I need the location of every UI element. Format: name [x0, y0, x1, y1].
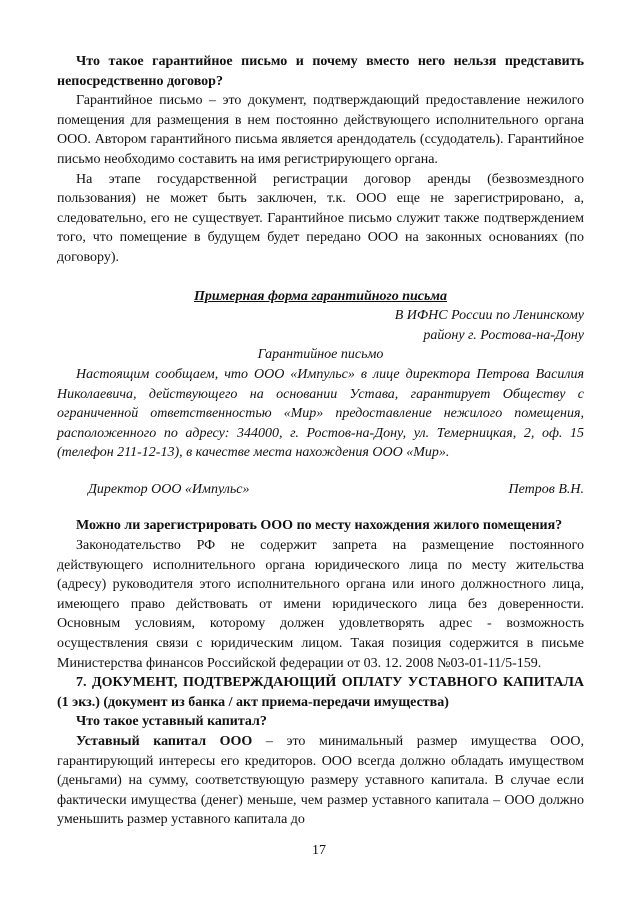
document-page — [57, 52, 584, 830]
addressee-line-2: району г. Ростова-на-Дону — [423, 327, 584, 343]
section-heading-guarantee-letter: Что такое гарантийное письмо и почему вместо него нельзя представить непосредственно договор? — [57, 54, 584, 89]
definition-capital: – это минимальный размер имущества ООО, гарантирующий интересы его кредиторов. ООО всегда должно обладать имуществом (деньгами) на сумму, соответствующую размеру уставного капитала. В случае если фактически имущества (денег) меньше, чем размер уставного капитала – ООО должно уменьшить размер уставного капитала до — [57, 734, 584, 828]
page-number: 17 — [312, 843, 326, 858]
signature-row — [57, 480, 584, 500]
signer-name: Петров В.Н. — [508, 481, 584, 497]
letter-title: Гарантийное письмо — [257, 347, 384, 363]
letter-body: Настоящим сообщаем, что ООО «Импульс» в лице директора Петрова Василия Николаевича, действующего на основании Устава, гарантирует Обществу с ограниченной ответственностью «Мир» предоставление нежилого помещения, расположенного по адресу: 344000, г. Ростов-на-Дону, ул. Темерницкая, 2, оф. 15 (телефон 211-12-13), в качестве места нахождения ООО «Мир». — [57, 366, 584, 461]
term-capital: Уставный капитал ООО — [76, 734, 253, 749]
paragraph-registration-stage: На этапе государственной регистрации договор аренды (безвозмездного пользования) не может быть заключен, т.к. ООО еще не зарегистрировано, а, следовательно, его не существует. Гарантийное письмо служит также подтверждением того, что помещение в будущем будет передано ООО на законных основаниях (по договору). — [57, 171, 584, 265]
signer-position: Директор ООО «Импульс» — [88, 481, 250, 497]
addressee-line-1: В ИФНС России по Ленинскому — [394, 308, 584, 324]
section-heading-residential: Можно ли зарегистрировать ООО по месту нахождения жилого помещения? — [76, 518, 563, 534]
section-heading-capital-document: 7. ДОКУМЕНТ, ПОДТВЕРЖДАЮЩИЙ ОПЛАТУ УСТАВНОГО КАПИТАЛА (1 экз.) (документ из банка / акт приема-передачи имущества) — [57, 675, 584, 710]
question-capital: Что такое уставный капитал? — [76, 714, 267, 730]
paragraph-legislation: Законодательство РФ не содержит запрета на размещение постоянного действующего исполнительного органа юридического лица по месту жительства (адресу) руководителя этого исполнительного органа или иного должностного лица, имеющего право действовать от имени юридического лица без доверенности. Основным условиям, которому должен удовлетворять адрес - возможность осуществления связи с юридическим лицом. Такая позиция содержится в письме Министерства финансов Российской федерации от 03. 12. 2008 №03-01-11/5-159. — [57, 538, 584, 671]
paragraph-guarantee-definition: Гарантийное письмо – это документ, подтверждающий предоставление нежилого помещения для размещения в нем постоянно действующего исполнительного органа ООО. Автором гарантийного письма является арендодатель (ссудодатель). Гарантийное письмо необходимо составить на имя регистрирующего органа. — [57, 93, 584, 167]
paragraph-capital-definition — [57, 732, 584, 830]
sample-form-title: Примерная форма гарантийного письма — [194, 288, 447, 304]
